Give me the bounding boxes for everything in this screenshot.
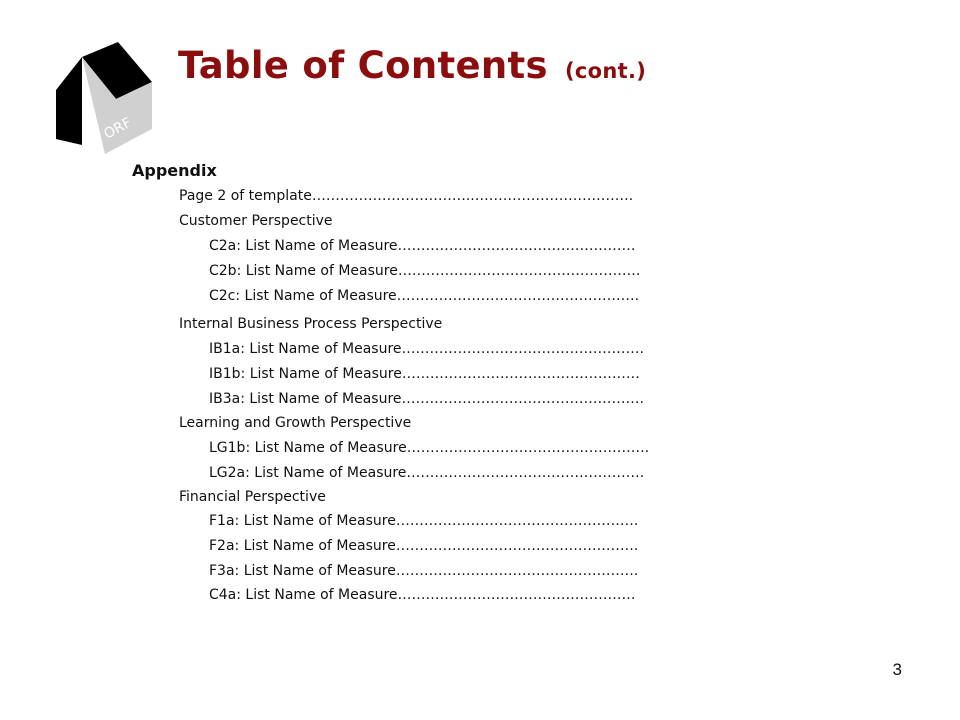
title-subtitle: (cont.) — [565, 59, 647, 83]
toc-entry: C2b: List Name of Measure……………………………………………. — [209, 263, 641, 279]
toc-section: Customer Perspective — [179, 213, 333, 229]
logo-text: ORF — [101, 114, 135, 143]
toc-section: Internal Business Process Perspective — [179, 316, 443, 332]
toc-entry: F3a: List Name of Measure……………………………………………. — [209, 563, 639, 579]
toc-entry: C4a: List Name of Measure…………………………………………… — [209, 587, 636, 603]
toc-entry: C2c: List Name of Measure……………………………………………. — [209, 288, 640, 304]
toc-entry: C2a: List Name of Measure…………………………………………… — [209, 238, 636, 254]
appendix-heading: Appendix — [132, 161, 217, 180]
title-main: Table of Contents — [178, 44, 548, 87]
toc-entry: LG2a: List Name of Measure…………………………………………… — [209, 465, 645, 481]
toc-entry: F1a: List Name of Measure……………………………………………. — [209, 513, 639, 529]
toc-entry: Page 2 of template……………………………..……………………………. — [179, 188, 634, 204]
toc-entry: LG1b: List Name of Measure……………………………………………. — [209, 440, 650, 456]
page-title — [178, 44, 646, 87]
page-number: 3 — [892, 660, 902, 679]
toc-section: Financial Perspective — [179, 489, 326, 505]
logo-dark-facet — [56, 57, 82, 145]
toc-section: Learning and Growth Perspective — [179, 415, 412, 431]
toc-entry: IB3a: List Name of Measure……………………………………………. — [209, 391, 644, 407]
toc-entry: IB1a: List Name of Measure……………………………………………. — [209, 341, 644, 357]
toc-entry: IB1b: List Name of Measure…………………………………………… — [209, 366, 640, 382]
toc-entry: F2a: List Name of Measure……………………………………………. — [209, 538, 639, 554]
orf-logo — [56, 42, 152, 158]
